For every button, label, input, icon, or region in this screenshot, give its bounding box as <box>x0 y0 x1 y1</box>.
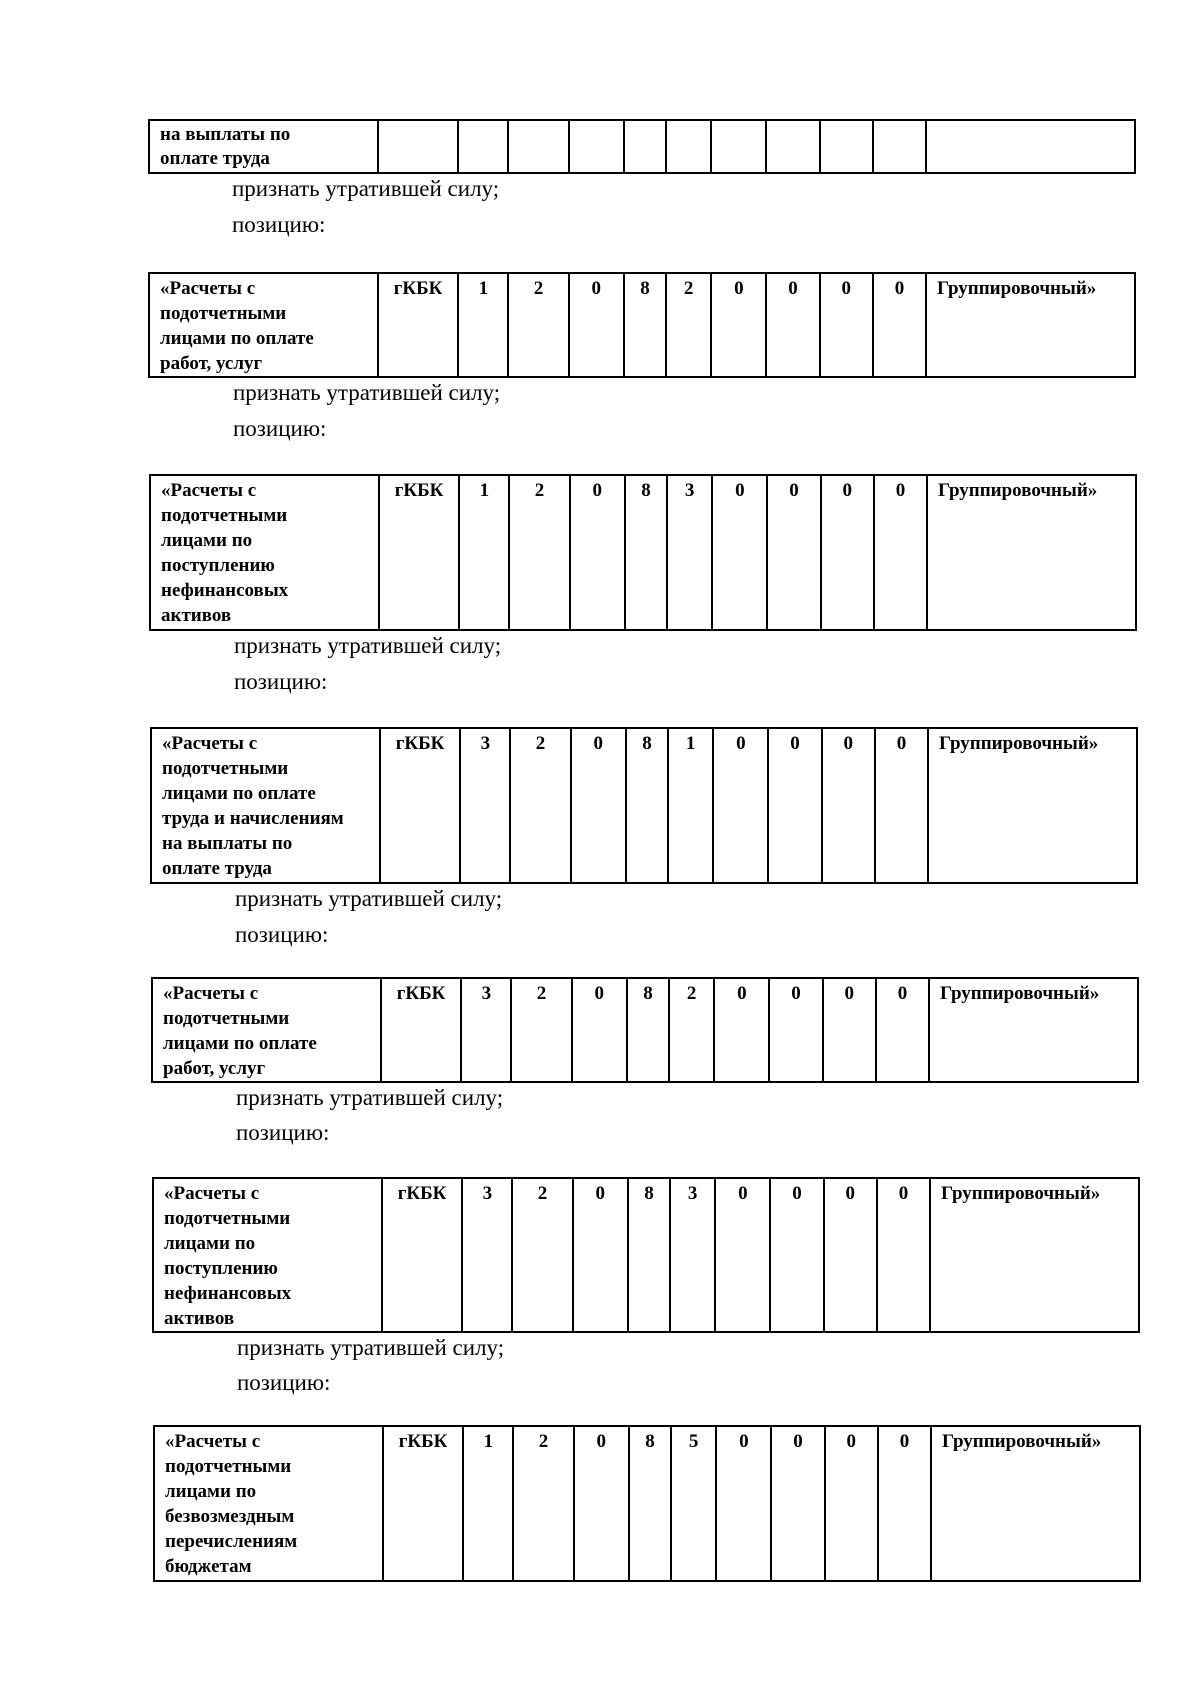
empty-cell <box>624 120 666 173</box>
account-kind-cell: Группировочный» <box>927 475 1136 630</box>
account-digit-cell: 0 <box>570 475 625 630</box>
account-digit-cell: 3 <box>462 1178 512 1332</box>
account-digit-cell: 0 <box>768 728 821 883</box>
empty-cell <box>666 120 711 173</box>
code-type-cell: гКБК <box>380 728 460 883</box>
position-name-cell: «Расчеты с подотчетными лицами по оплате работ, услуг <box>152 978 381 1082</box>
account-digit-cell: 0 <box>711 273 766 377</box>
account-digit-cell: 0 <box>771 1426 824 1581</box>
table-row <box>154 1426 1140 1581</box>
position-heading: позицию: <box>232 212 326 237</box>
account-digit-cell: 0 <box>770 1178 823 1332</box>
account-digit-cell: 1 <box>459 475 509 630</box>
position-heading: позицию: <box>236 1120 330 1145</box>
account-digit-cell: 8 <box>628 1178 670 1332</box>
account-digit-cell: 0 <box>714 978 769 1082</box>
empty-cell <box>378 120 458 173</box>
position-table <box>148 272 1136 378</box>
repeal-instruction: признать утратившей силу; <box>233 380 501 405</box>
account-digit-cell: 0 <box>875 728 928 883</box>
account-digit-cell: 8 <box>626 728 668 883</box>
account-digit-cell: 0 <box>767 475 820 630</box>
position-table <box>149 474 1137 631</box>
position-heading: позицию: <box>234 669 328 694</box>
account-digit-cell: 2 <box>669 978 714 1082</box>
account-digit-cell: 8 <box>627 978 669 1082</box>
repeal-instruction: признать утратившей силу; <box>236 1085 504 1110</box>
position-table <box>152 1177 1140 1333</box>
account-digit-cell: 0 <box>571 728 626 883</box>
account-digit-cell: 8 <box>629 1426 671 1581</box>
account-digit-cell: 0 <box>715 1178 770 1332</box>
account-digit-cell: 0 <box>766 273 819 377</box>
account-digit-cell: 0 <box>824 1178 877 1332</box>
account-digit-cell: 2 <box>512 1178 572 1332</box>
account-digit-cell: 0 <box>874 475 927 630</box>
account-digit-cell: 0 <box>821 475 874 630</box>
empty-cell <box>569 120 624 173</box>
account-digit-cell: 0 <box>713 728 768 883</box>
position-name-cell: «Расчеты с подотчетными лицами по оплате работ, услуг <box>149 273 378 377</box>
empty-cell <box>508 120 568 173</box>
code-type-cell: гКБК <box>383 1426 463 1581</box>
empty-cell <box>458 120 508 173</box>
code-type-cell: гКБК <box>379 475 459 630</box>
empty-cell <box>926 120 1135 173</box>
repeal-instruction: признать утратившей силу; <box>232 176 500 201</box>
account-digit-cell: 0 <box>820 273 873 377</box>
account-digit-cell: 0 <box>825 1426 878 1581</box>
account-kind-cell: Группировочный» <box>926 273 1135 377</box>
account-digit-cell: 0 <box>878 1426 931 1581</box>
table-row <box>149 120 1135 173</box>
table-row <box>153 1178 1139 1332</box>
empty-cell <box>711 120 766 173</box>
position-heading: позицию: <box>233 416 327 441</box>
account-digit-cell: 1 <box>458 273 508 377</box>
account-digit-cell: 8 <box>624 273 666 377</box>
account-digit-cell: 0 <box>877 1178 930 1332</box>
table-row <box>149 273 1135 377</box>
repeal-instruction: признать утратившей силу; <box>235 886 503 911</box>
account-kind-cell: Группировочный» <box>928 728 1137 883</box>
account-kind-cell: Группировочный» <box>929 978 1138 1082</box>
account-digit-cell: 0 <box>569 273 624 377</box>
position-name-cell: «Расчеты с подотчетными лицами по поступлению нефинансовых активов <box>150 475 379 630</box>
table-row <box>152 978 1138 1082</box>
account-kind-cell: Группировочный» <box>930 1178 1139 1332</box>
position-table <box>153 1425 1141 1582</box>
account-digit-cell: 3 <box>667 475 712 630</box>
empty-cell <box>873 120 926 173</box>
account-digit-cell: 0 <box>822 728 875 883</box>
account-digit-cell: 0 <box>823 978 876 1082</box>
account-digit-cell: 0 <box>716 1426 771 1581</box>
position-name-cell: «Расчеты с подотчетными лицами по оплате труда и начислениям на выплаты по оплате труда <box>151 728 380 883</box>
account-digit-cell: 2 <box>666 273 711 377</box>
account-digit-cell: 1 <box>463 1426 513 1581</box>
repeal-instruction: признать утратившей силу; <box>237 1335 505 1360</box>
account-digit-cell: 1 <box>668 728 713 883</box>
account-digit-cell: 3 <box>460 728 510 883</box>
position-heading: позицию: <box>237 1370 331 1395</box>
account-kind-cell: Группировочный» <box>931 1426 1140 1581</box>
position-heading: позицию: <box>235 922 329 947</box>
table-row <box>150 475 1136 630</box>
account-digit-cell: 2 <box>513 1426 573 1581</box>
account-digit-cell: 5 <box>671 1426 716 1581</box>
position-name-cell: «Расчеты с подотчетными лицами по безвозмездным перечислениям бюджетам <box>154 1426 383 1581</box>
account-digit-cell: 3 <box>670 1178 715 1332</box>
account-digit-cell: 0 <box>712 475 767 630</box>
position-table <box>150 727 1138 884</box>
code-type-cell: гКБК <box>378 273 458 377</box>
position-table <box>151 977 1139 1083</box>
position-name-cell: «Расчеты с подотчетными лицами по поступлению нефинансовых активов <box>153 1178 382 1332</box>
table-row <box>151 728 1137 883</box>
repeal-instruction: признать утратившей силу; <box>234 633 502 658</box>
account-digit-cell: 0 <box>873 273 926 377</box>
account-digit-cell: 0 <box>572 978 627 1082</box>
empty-cell <box>766 120 819 173</box>
code-type-cell: гКБК <box>382 1178 462 1332</box>
account-digit-cell: 2 <box>508 273 568 377</box>
account-digit-cell: 2 <box>511 978 571 1082</box>
empty-cell <box>820 120 873 173</box>
account-digit-cell: 0 <box>769 978 822 1082</box>
account-digit-cell: 0 <box>573 1178 628 1332</box>
account-digit-cell: 2 <box>509 475 569 630</box>
account-digit-cell: 0 <box>876 978 929 1082</box>
account-digit-cell: 0 <box>574 1426 629 1581</box>
account-digit-cell: 3 <box>461 978 511 1082</box>
position-table-continued <box>148 119 1136 174</box>
code-type-cell: гКБК <box>381 978 461 1082</box>
position-name-cell: на выплаты по оплате труда <box>149 120 378 173</box>
account-digit-cell: 2 <box>510 728 570 883</box>
account-digit-cell: 8 <box>625 475 667 630</box>
